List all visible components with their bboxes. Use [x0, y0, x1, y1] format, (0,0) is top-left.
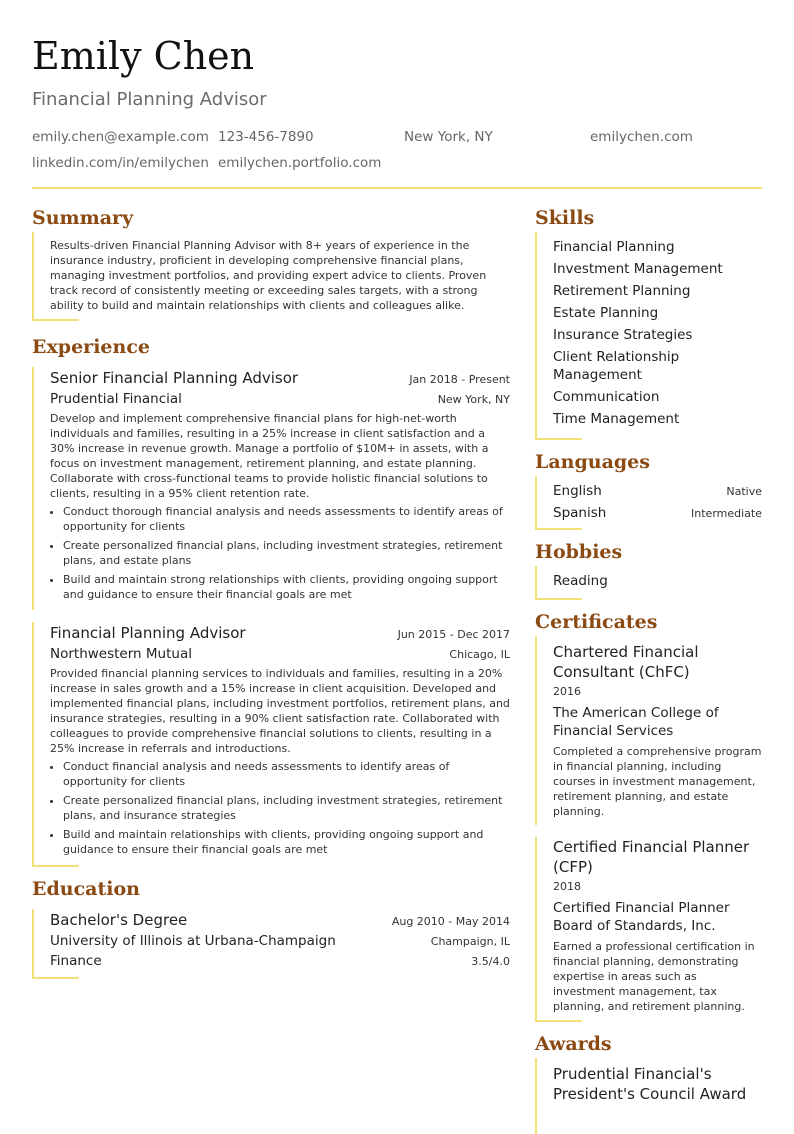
skills-section	[535, 204, 762, 440]
certificate-issuer: Certified Financial Planner Board of Standards, Inc.	[553, 900, 730, 934]
degree: Bachelor's Degree	[50, 911, 188, 929]
certificate-description: Earned a professional certification in financial planning, demonstrating expertise in areas such as investment management, tax planning, and retirement planning.	[553, 940, 755, 1013]
bullet-item: • Create personalized financial plans, including investment strategies, retirement plans, and insurance strategies	[63, 793, 510, 823]
section-divider	[535, 438, 582, 440]
bullet-item: • Create personalized financial plans, including investment strategies, retirement plans, and estate plans	[63, 538, 510, 568]
bullet-item: • Conduct thorough financial analysis and needs assessments to identify areas of opportunity for clients	[63, 504, 510, 534]
right-column	[535, 204, 762, 1134]
skill-item: Estate Planning	[553, 305, 659, 321]
field-of-study: Finance	[50, 953, 102, 969]
job-description: Provided financial planning services to individuals and families, resulting in a 20% increase in sales growth and a 15% increase in client acquisition. Developed and implemented financial plans, including investment portfolios, retirement plans, and insurance strategies, resulting in a 90% client satisfaction rate. Collaborated with colleagues to provide comprehensive financial solutions to clients, resulting in a 25% increase in referrals and introductions.	[50, 667, 510, 755]
job-dates: Jun 2015 - Dec 2017	[397, 628, 510, 641]
section-divider	[535, 1020, 582, 1022]
certificate-issuer: The American College of Financial Services	[553, 705, 719, 739]
skills-heading: Skills	[535, 207, 595, 229]
hobbies-section	[535, 538, 762, 600]
language-name: Spanish	[553, 505, 607, 521]
email-link[interactable]: emily.chen@example.com	[32, 129, 209, 145]
education-section	[32, 875, 510, 979]
language-level: Intermediate	[691, 507, 762, 520]
certificate-year: 2016	[553, 685, 581, 698]
certificates-heading: Certificates	[535, 611, 658, 633]
certificate-name: Certified Financial Planner (CFP)	[553, 838, 750, 876]
bullet-item: • Build and maintain strong relationships with clients, providing ongoing support and guidance to ensure their financial goals are met	[63, 572, 510, 602]
certificate-year: 2018	[553, 880, 581, 893]
language-row	[553, 480, 762, 502]
certificate-name: Chartered Financial Consultant (ChFC)	[553, 643, 699, 681]
job-company: Northwestern Mutual	[50, 646, 192, 662]
certificate-entry	[535, 636, 762, 825]
header-divider	[32, 187, 762, 189]
job-description: Develop and implement comprehensive financial plans for high-net-worth individuals and families, resulting in a 25% increase in client satisfaction and a 30% increase in revenue growth. Manage a portfolio of $10M+ in assets, with a focus on investment management, retirement planning, and estate planning. Collaborate with cross-functional teams to provide holistic financial solutions to clients, resulting in a 95% client retention rate.	[50, 412, 489, 500]
job-location: Chicago, IL	[449, 648, 510, 661]
candidate-name: Emily Chen	[32, 34, 255, 78]
location-text: New York, NY	[404, 129, 493, 145]
job-title: Financial Planning Advisor	[50, 624, 246, 642]
skill-item: Investment Management	[553, 261, 723, 277]
skills-list	[535, 232, 762, 438]
education-dates: Aug 2010 - May 2014	[391, 915, 510, 928]
hobbies-heading: Hobbies	[535, 541, 623, 563]
education-entry	[32, 909, 510, 977]
school: University of Illinois at Urbana-Champaign	[50, 933, 336, 949]
linkedin-link[interactable]: linkedin.com/in/emilychen	[32, 155, 209, 171]
hobbies-list	[535, 566, 762, 598]
certificates-section	[535, 608, 762, 1022]
portfolio-link[interactable]: emilychen.portfolio.com	[218, 155, 382, 171]
section-divider	[32, 319, 79, 321]
hobby-item: Reading	[553, 573, 608, 589]
job-company: Prudential Financial	[50, 391, 182, 407]
award-item: Prudential Financial's President's Council Award	[553, 1065, 747, 1103]
school-location: Champaign, IL	[430, 935, 510, 948]
summary-heading: Summary	[32, 207, 134, 229]
languages-heading: Languages	[535, 451, 650, 473]
website-link[interactable]: emilychen.com	[590, 129, 693, 145]
summary-body	[32, 232, 510, 319]
job-location: New York, NY	[437, 393, 510, 406]
summary-section	[32, 204, 510, 321]
candidate-title: Financial Planning Advisor	[32, 89, 267, 110]
section-divider	[535, 528, 582, 530]
skill-item: Client Relationship Management	[553, 349, 680, 383]
language-level: Native	[726, 485, 762, 498]
summary-text: Results-driven Financial Planning Advisor with 8+ years of experience in the insurance industry, proficient in developing comprehensive financial plans, managing investment portfolios, and providing expert advice to clients. Proven track record of consistently meeting or exceeding sales targets, with a strong ability to build and maintain relationships with clients and colleagues alike.	[50, 239, 487, 312]
job-bullets	[50, 504, 510, 602]
job-bullets	[50, 759, 510, 857]
awards-heading: Awards	[535, 1033, 612, 1055]
skill-item: Retirement Planning	[553, 283, 691, 299]
job-entry	[32, 367, 510, 610]
certificate-description: Completed a comprehensive program in financial planning, including courses in investment management, retirement planning, and estate planning.	[553, 745, 762, 818]
section-divider	[535, 598, 582, 600]
bullet-item: • Conduct financial analysis and needs assessments to identify areas of opportunity for clients	[63, 759, 510, 789]
job-entry	[32, 622, 510, 865]
skill-item: Time Management	[553, 411, 680, 427]
section-divider	[32, 865, 79, 867]
bullet-item: • Build and maintain relationships with clients, providing ongoing support and guidance to ensure their financial goals are met	[63, 827, 510, 857]
languages-list	[535, 476, 762, 528]
language-row	[553, 502, 762, 524]
job-dates: Jan 2018 - Present	[409, 373, 510, 386]
experience-section	[32, 333, 510, 867]
gpa: 3.5/4.0	[471, 955, 510, 968]
certificate-entry	[535, 837, 762, 1020]
awards-section	[535, 1030, 762, 1134]
phone-number: 123-456-7890	[218, 129, 314, 145]
experience-heading: Experience	[32, 336, 150, 358]
skill-item: Insurance Strategies	[553, 327, 693, 343]
language-name: English	[553, 483, 602, 499]
skill-item: Financial Planning	[553, 239, 675, 255]
job-title: Senior Financial Planning Advisor	[50, 369, 299, 387]
section-divider	[32, 977, 79, 979]
left-column	[32, 204, 510, 979]
contact-info	[32, 128, 762, 172]
skill-item: Communication	[553, 389, 660, 405]
languages-section	[535, 448, 762, 530]
education-heading: Education	[32, 878, 140, 900]
